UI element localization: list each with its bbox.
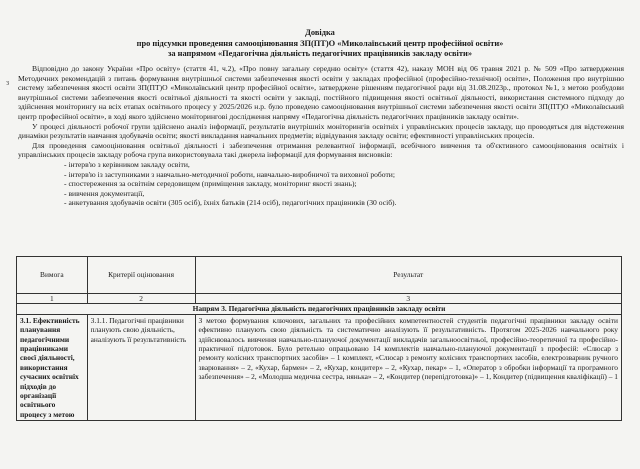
column-number: 1 <box>17 294 88 304</box>
result-cell: З метою формування ключових, загальних та професійних компетентностей студентів педагогічні працівники закладу освіти ефективно планують свою діяльність та систематично аналізують її результативність. Протягом 2025-2026 навчального року здійснювалось вивчення навчально-плануючої документації викладачів загальноосвітньої, професійно-теоретичної та професійно-практичної підготовок. Було ретельно опрацьовано 14 комплектів навчально-плануючої документації з професій: «Слюсар з ремонту колісних транспортних засобів» – 1 комплект, «Слюсар з ремонту колісних транспортних засобів, електрозварник ручного зварювання» – 2, «Кухар, бармен» – 2, «Кухар, кондитер» – 2, «Кухар, пекар» – 1, «Оператор з обробки інформації та програмного забезпечення» – 2, «Молодша медична сестра, нянька» – 2, «Кондитер (перепідготовка)» – 1, Кондитер (підвищення кваліфікації) – 1 <box>195 314 621 420</box>
source-item: - анкетування здобувачів освіти (305 осіб), їхніх батьків (214 осіб), педагогічних працівників (30 осіб). <box>64 198 624 208</box>
title-line-3: за напрямом «Педагогічна діяльність педагогічних працівників закладу освіти» <box>167 49 473 58</box>
table-row <box>17 314 622 420</box>
header-result: Результат <box>195 257 621 294</box>
header-criteria: Критерії оцінювання <box>87 257 195 294</box>
assessment-table <box>16 256 622 421</box>
section-title: Напрям 3. Педагогічна діяльність педагогічних працівників закладу освіти <box>17 304 622 314</box>
source-item: - вивчення документації, <box>64 189 624 199</box>
table-header-row <box>17 257 622 294</box>
margin-mark: з <box>6 78 10 87</box>
requirement-cell: 3.1. Ефективність планування педагогічними працівниками своєї діяльності, використання сучасних освітніх підходів до організації освітнього процесу з метою <box>17 314 88 420</box>
title-line-2: про підсумки проведення самооцінювання ЗП(ПТ)О «Миколаївський центр професійної освіти» <box>136 38 504 48</box>
header-requirement: Вимога <box>17 257 88 294</box>
column-number: 3 <box>195 294 621 304</box>
document-title <box>0 28 640 60</box>
source-item: - спостереження за освітнім середовищем (приміщення закладу, моніторинг якості знань); <box>64 179 624 189</box>
section-row <box>17 304 622 314</box>
intro-text <box>18 64 624 208</box>
intro-paragraph-3: Для проведення самооцінювання освітньої діяльності і забезпечення отримання релевантної інформації, всебічного вивчення та об'єктивного самооцінювання освітніх і управлінських процесів закладу робоча група використовувала такі джерела інформації для формування висновків: <box>18 140 624 160</box>
sources-list <box>18 160 624 208</box>
source-item: - інтерв'ю із заступниками з навчально-методичної роботи, навчально-виробничої та виховної роботи; <box>64 170 624 180</box>
source-item: - інтерв'ю з керівником закладу освіти, <box>64 160 624 170</box>
column-number-row <box>17 294 622 304</box>
intro-paragraph-1: Відповідно до закону України «Про освіту» (стаття 41, ч.2), «Про повну загальну середню освіту» (стаття 42), наказу МОН від 06 травня 2021 р. № 509 «Про затвердження Методичних рекомендацій з питань формування внутрішньої системи забезпечення якості освіти у закладах професійної (професійно-технічної) освіти», Положення про внутрішню систему забезпечення якості освіти ЗП(ПТ)О «Миколаївський центр професійної освіти», затверджене рішенням педагогічної ради від 31.08.2023р., протокол №1, з метою розбудови внутрішньої системи забезпечення якості освітньої діяльності та якості освіти у закладі, постійного підвищення якості освітньої діяльності, використання системного підходу до здійснення моніторингу на всіх етапах освітнього процесу у 2025/2026 н.р. було проведено самооцінювання внутрішньої системи забезпечення якості освіти ЗП(ПТ)О «Миколаївський центр професійної освіти», в ході якого здійснено моніторингові дослідження напряму «Педагогічна діяльність педагогічних працівників закладу освіти». <box>18 64 624 121</box>
intro-paragraph-2: У процесі діяльності робочої групи здійснено аналіз інформації, результатів внутрішніх моніторингів освітніх і управлінських процесів закладу, що проводяться для відстеження динаміки результатів навчання здобувачів освіти; якості викладання навчальних предметів; відвідування закладу освіти; ефективності управлінських процесів. <box>18 121 624 141</box>
column-number: 2 <box>87 294 195 304</box>
criteria-cell: 3.1.1. Педагогічні працівники планують свою діяльність, аналізують її результативність <box>87 314 195 420</box>
title-line-1: Довідка <box>305 28 335 37</box>
